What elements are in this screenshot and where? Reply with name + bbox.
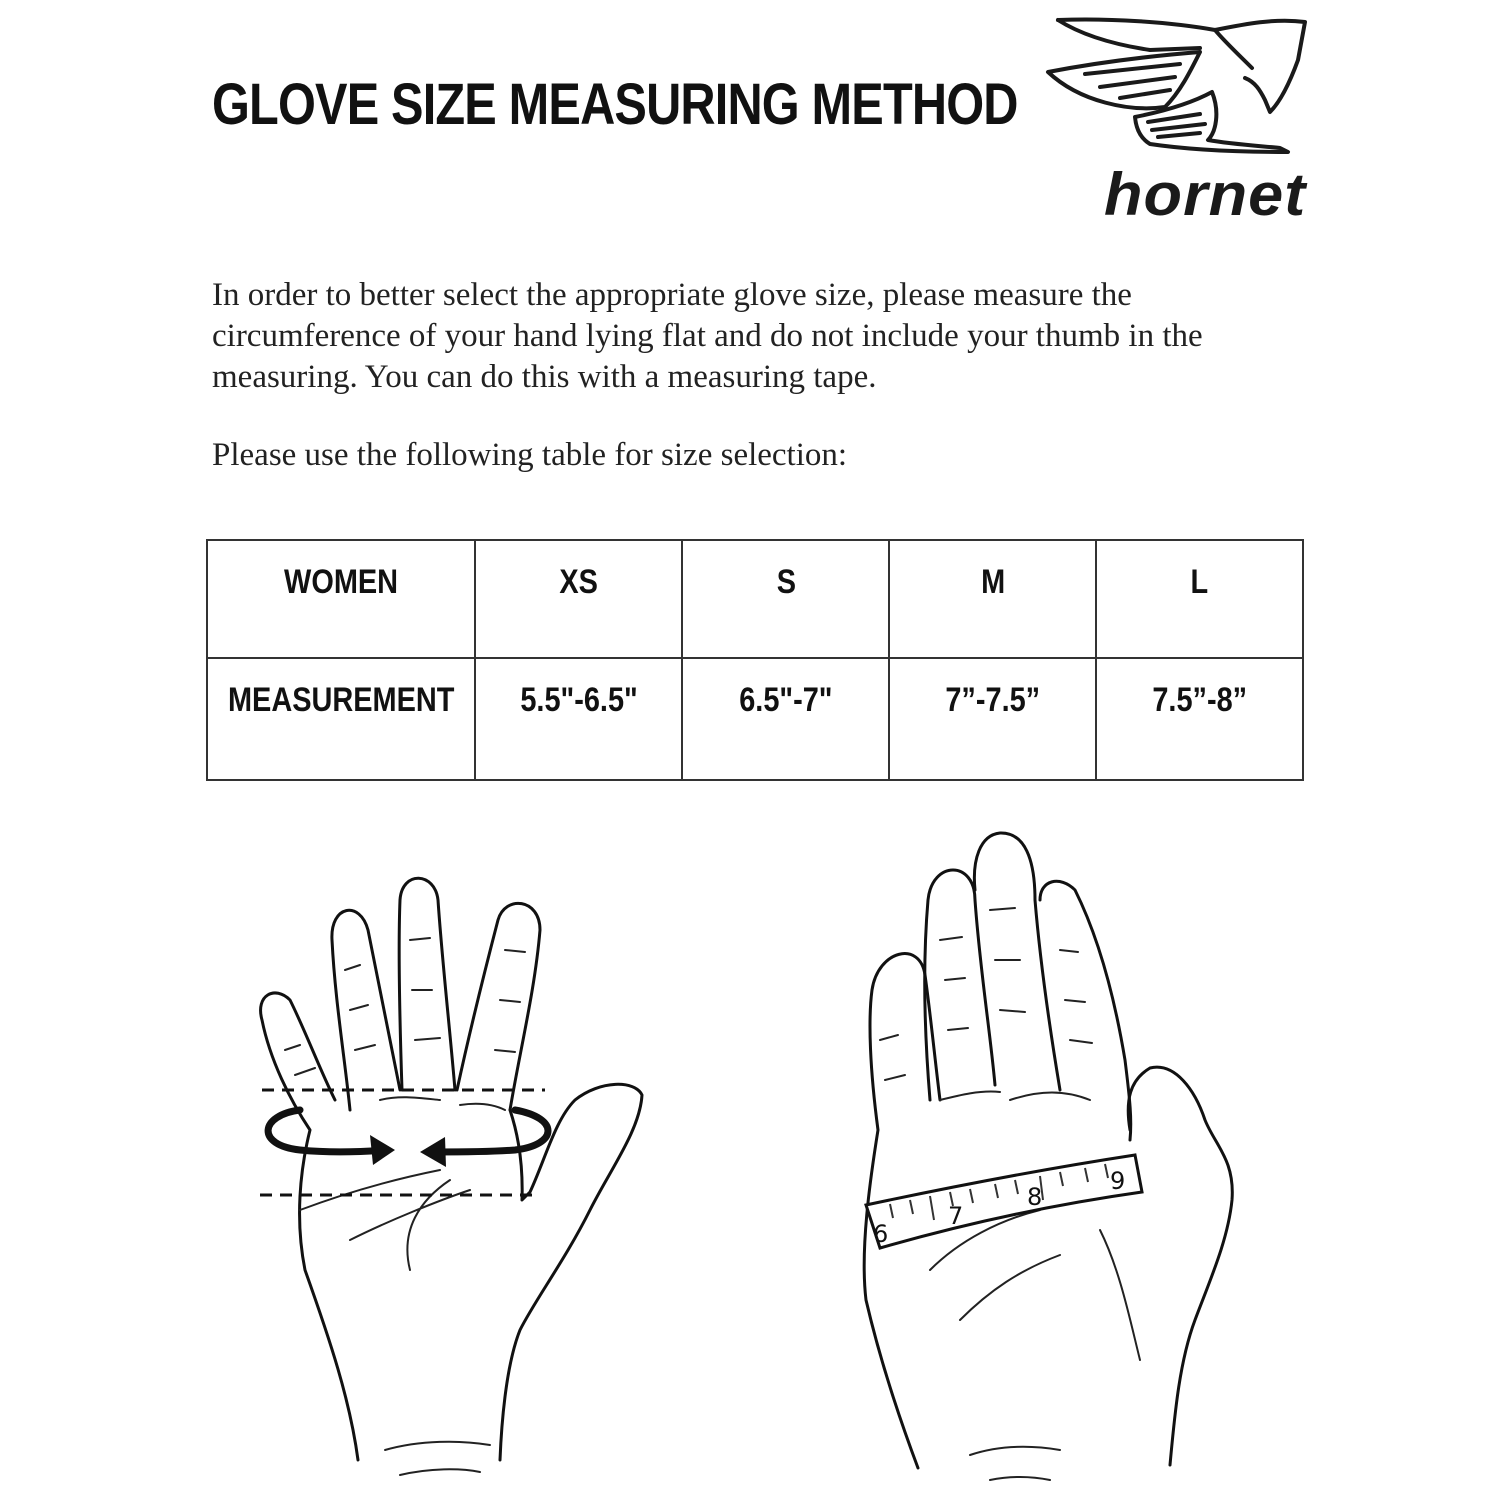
measurement-cell xyxy=(475,658,682,780)
tape-mark-6: 6 xyxy=(873,1220,889,1248)
hand-illustrations xyxy=(0,800,1500,1500)
size-cell xyxy=(475,540,682,658)
measurement-cell xyxy=(682,658,889,780)
instruction-text: Please use the following table for size selection: xyxy=(212,437,848,473)
size-s: S xyxy=(776,563,796,601)
table-header-label xyxy=(207,540,475,658)
size-l: L xyxy=(1191,563,1209,601)
hand-measuring-tape-icon xyxy=(864,833,1232,1480)
measurement-s: 6.5"-7" xyxy=(739,681,833,719)
measurement-cell xyxy=(889,658,1096,780)
table-row xyxy=(207,658,1303,780)
measurement-m: 7”-7.5” xyxy=(945,681,1041,719)
size-cell xyxy=(889,540,1096,658)
measurement-cell xyxy=(1096,658,1303,780)
page-title: GLOVE SIZE MEASURING METHOD xyxy=(212,72,1018,137)
size-cell xyxy=(1096,540,1303,658)
size-xs: XS xyxy=(559,563,599,601)
tape-mark-7: 7 xyxy=(948,1202,964,1230)
intro-paragraph: In order to better select the appropriate glove size, please measure the circumference of your hand lying flat and do not include your thumb in the measuring. You can do this with a measuring tape. xyxy=(212,277,1203,395)
size-cell xyxy=(682,540,889,658)
hand-measure-arrows-icon xyxy=(260,878,642,1475)
brand-name: hornet xyxy=(1104,161,1307,228)
row-label-text: MEASUREMENT xyxy=(227,681,455,719)
size-m: M xyxy=(980,563,1005,601)
tape-mark-8: 8 xyxy=(1027,1183,1043,1211)
tape-mark-9: 9 xyxy=(1110,1167,1126,1195)
header-label-text: WOMEN xyxy=(284,563,399,601)
table-row-label xyxy=(207,658,475,780)
measurement-xs: 5.5"-6.5" xyxy=(520,681,638,719)
measurement-l: 7.5”-8” xyxy=(1152,681,1248,719)
size-table xyxy=(206,539,1304,781)
table-row xyxy=(207,540,1303,658)
